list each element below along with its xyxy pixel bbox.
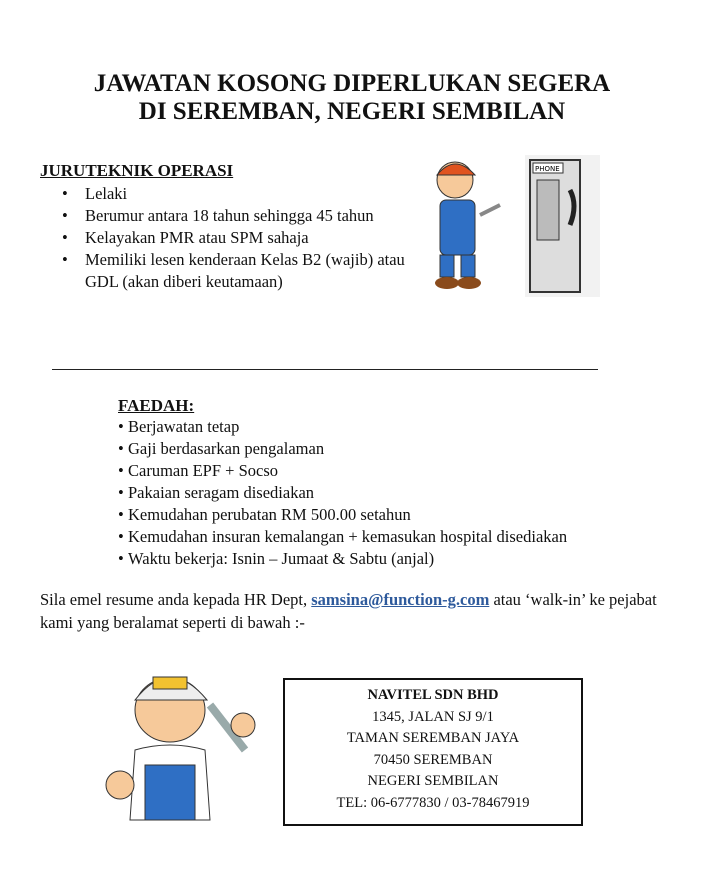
page-title (0, 70, 704, 126)
address-line: 70450 SEREMBAN (373, 751, 493, 768)
phone-sign-text: PHONE (535, 165, 560, 173)
address-line: 1345, JALAN SJ 9/1 (372, 708, 494, 725)
list-item: • Pakaian seragam disediakan (118, 482, 678, 504)
job-heading: JURUTEKNIK OPERASI (40, 161, 234, 180)
title-line-1: JAWATAN KOSONG DIPERLUKAN SEGERA (93, 70, 611, 97)
list-item: • Kelayakan PMR atau SPM sahaja (40, 227, 420, 249)
list-item: • Waktu bekerja: Isnin – Jumaat & Sabtu (anjal) (118, 548, 678, 570)
contact-paragraph (40, 588, 680, 634)
benefits-list (118, 416, 678, 570)
requirements-list (40, 183, 420, 293)
title-line-2: DI SEREMBAN, NEGERI SEMBILAN (138, 98, 566, 125)
list-item: • Kemudahan perubatan RM 500.00 setahun (118, 504, 678, 526)
list-item: • Berumur antara 18 tahun sehingga 45 tahun (40, 205, 420, 227)
contact-text: Sila emel resume anda kepada HR Dept, (40, 590, 312, 609)
list-item: • Caruman EPF + Socso (118, 460, 678, 482)
telephone: TEL: 06-6777830 / 03-78467919 (336, 794, 530, 811)
list-item: • Kemudahan insuran kemalangan + kemasukan hospital disediakan (118, 526, 678, 548)
list-item: • Gaji berdasarkan pengalaman (118, 438, 678, 460)
list-item: • Berjawatan tetap (118, 416, 678, 438)
address-line: TAMAN SEREMBAN JAYA (346, 730, 520, 746)
company-name: NAVITEL SDN BHD (367, 687, 499, 703)
address-box (283, 678, 583, 826)
plumber-mascot-illustration (95, 665, 265, 827)
technician-phone-illustration (425, 155, 600, 297)
email-link[interactable]: samsina@function-g.com (311, 590, 490, 609)
list-item: • Lelaki (40, 183, 420, 205)
contact-text: atau ‘walk-in’ ke pejabat kami yang beralamat seperti di bawah :- (40, 590, 657, 632)
address-line: NEGERI SEMBILAN (367, 773, 499, 789)
divider (52, 369, 598, 370)
benefits-heading: FAEDAH: (118, 396, 195, 415)
list-item: • Memiliki lesen kenderaan Kelas B2 (wajib) atau GDL (akan diberi keutamaan) (40, 249, 420, 293)
